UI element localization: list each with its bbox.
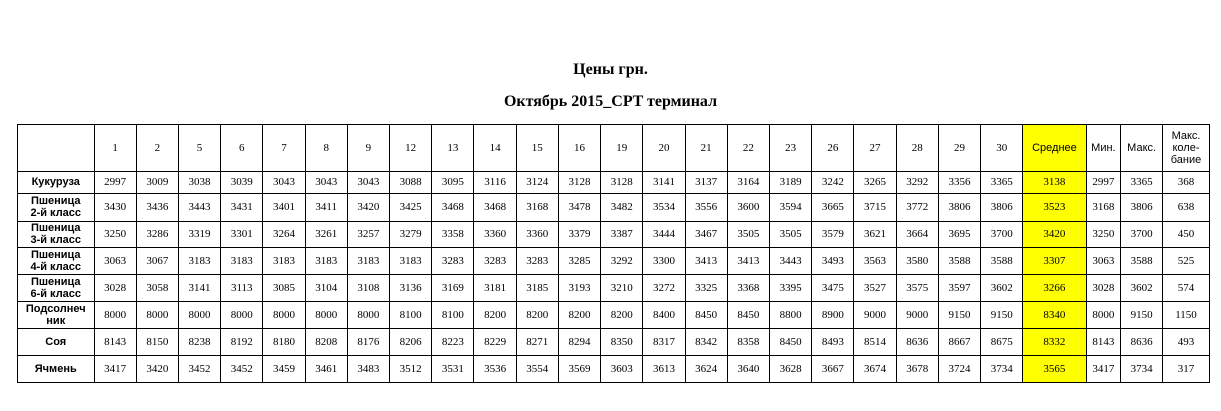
price-cell: 8514 [854,329,896,356]
price-cell: 3095 [432,172,474,194]
price-cell: 8192 [221,329,263,356]
price-cell: 3452 [178,356,220,383]
price-cell: 8317 [643,329,685,356]
price-cell: 3411 [305,193,347,221]
min-cell: 3168 [1086,193,1121,221]
price-cell: 8450 [770,329,812,356]
price-cell: 8143 [94,329,136,356]
price-cell: 3475 [812,275,854,302]
range-cell: 317 [1163,356,1210,383]
range-cell: 493 [1163,329,1210,356]
average-cell: 8340 [1023,302,1086,329]
price-cell: 3425 [390,193,432,221]
price-cell: 8000 [136,302,178,329]
price-cell: 3168 [516,193,558,221]
price-cell: 3189 [770,172,812,194]
corner-cell [18,125,95,172]
min-cell: 2997 [1086,172,1121,194]
price-cell: 3164 [727,172,769,194]
price-cell: 3058 [136,275,178,302]
price-cell: 8350 [601,329,643,356]
row-label [18,275,95,302]
price-cell: 8000 [263,302,305,329]
price-cell: 3183 [263,248,305,275]
min-cell: 3028 [1086,275,1121,302]
price-cell: 3724 [938,356,980,383]
price-cell: 3430 [94,193,136,221]
price-cell: 3063 [94,248,136,275]
price-cell: 3624 [685,356,727,383]
range-header-line: бание [1170,154,1202,166]
table-row [18,356,1210,383]
table-row [18,193,1210,221]
price-cell: 3169 [432,275,474,302]
price-cell: 3505 [727,221,769,248]
max-cell: 3602 [1121,275,1163,302]
price-cell: 3579 [812,221,854,248]
price-cell: 3461 [305,356,347,383]
day-header: 5 [178,125,220,172]
row-label-line: Ячмень [34,363,77,376]
price-cell: 3569 [558,356,600,383]
price-cell: 3772 [896,193,938,221]
day-header: 7 [263,125,305,172]
day-header: 6 [221,125,263,172]
price-cell: 8358 [727,329,769,356]
range-cell: 368 [1163,172,1210,194]
range-header-line: коле- [1172,142,1200,154]
price-cell: 8200 [516,302,558,329]
price-cell: 3181 [474,275,516,302]
price-cell: 3009 [136,172,178,194]
day-header: 19 [601,125,643,172]
price-cell: 3700 [981,221,1023,248]
price-cell: 3588 [938,248,980,275]
row-label [18,193,95,221]
table-row [18,329,1210,356]
price-cell: 8229 [474,329,516,356]
min-cell: 3417 [1086,356,1121,383]
price-cell: 3621 [854,221,896,248]
day-header: 9 [347,125,389,172]
price-cell: 3536 [474,356,516,383]
max-cell: 3734 [1121,356,1163,383]
price-cell: 3261 [305,221,347,248]
price-cell: 8176 [347,329,389,356]
price-cell: 3257 [347,221,389,248]
price-cell: 3452 [221,356,263,383]
price-cell: 3417 [94,356,136,383]
page-title: Цены грн. [573,61,648,78]
table-row [18,302,1210,329]
day-header: 13 [432,125,474,172]
day-header: 15 [516,125,558,172]
price-cell: 8223 [432,329,474,356]
price-cell: 3088 [390,172,432,194]
row-label-line: Пшеница [30,222,81,235]
max-cell: 9150 [1121,302,1163,329]
price-cell: 3300 [643,248,685,275]
average-header: Среднее [1023,125,1086,172]
price-cell: 3482 [601,193,643,221]
price-cell: 3183 [178,248,220,275]
min-cell: 8143 [1086,329,1121,356]
average-cell: 3138 [1023,172,1086,194]
price-cell: 8271 [516,329,558,356]
price-cell: 8200 [601,302,643,329]
price-cell: 3301 [221,221,263,248]
price-cell: 3128 [601,172,643,194]
price-cell: 3575 [896,275,938,302]
row-label [18,302,95,329]
price-cell: 3319 [178,221,220,248]
max-cell: 3700 [1121,221,1163,248]
row-label [18,248,95,275]
price-cell: 8294 [558,329,600,356]
price-cell: 3368 [727,275,769,302]
price-cell: 8450 [727,302,769,329]
price-cell: 8238 [178,329,220,356]
range-cell: 450 [1163,221,1210,248]
price-cell: 3478 [558,193,600,221]
price-cell: 8450 [685,302,727,329]
price-cell: 8900 [812,302,854,329]
range-cell: 574 [1163,275,1210,302]
max-cell: 3588 [1121,248,1163,275]
price-cell: 3695 [938,221,980,248]
price-cell: 3594 [770,193,812,221]
price-cell: 3043 [305,172,347,194]
price-cell: 9150 [938,302,980,329]
price-cell: 3483 [347,356,389,383]
price-cell: 3185 [516,275,558,302]
price-cell: 3124 [516,172,558,194]
price-cell: 8200 [474,302,516,329]
price-cell: 3286 [136,221,178,248]
row-label-line: Пшеница [30,249,81,262]
day-header: 26 [812,125,854,172]
price-cell: 8000 [305,302,347,329]
price-cell: 3183 [221,248,263,275]
table-row [18,221,1210,248]
average-cell: 3266 [1023,275,1086,302]
day-header: 20 [643,125,685,172]
price-cell: 3603 [601,356,643,383]
price-cell: 3264 [263,221,305,248]
price-cell: 3468 [474,193,516,221]
price-cell: 3628 [770,356,812,383]
price-cell: 3085 [263,275,305,302]
row-label [18,172,95,194]
price-cell: 8200 [558,302,600,329]
price-cell: 3806 [981,193,1023,221]
price-cell: 3413 [685,248,727,275]
price-cell: 3597 [938,275,980,302]
price-cell: 3043 [263,172,305,194]
price-cell: 3285 [558,248,600,275]
price-cell: 8000 [94,302,136,329]
price-table [17,124,1210,383]
row-label [18,329,95,356]
price-cell: 3279 [390,221,432,248]
price-cell: 3210 [601,275,643,302]
price-cell: 3028 [94,275,136,302]
price-cell: 2997 [94,172,136,194]
row-label-line: 6-й класс [30,288,82,301]
min-cell: 3063 [1086,248,1121,275]
price-cell: 8180 [263,329,305,356]
price-cell: 3108 [347,275,389,302]
price-cell: 3358 [432,221,474,248]
day-header: 28 [896,125,938,172]
price-cell: 3387 [601,221,643,248]
price-cell: 8208 [305,329,347,356]
price-cell: 3468 [432,193,474,221]
day-header: 1 [94,125,136,172]
price-cell: 3715 [854,193,896,221]
price-cell: 3360 [474,221,516,248]
price-cell: 3395 [770,275,812,302]
price-cell: 8636 [896,329,938,356]
price-cell: 3242 [812,172,854,194]
price-cell: 3431 [221,193,263,221]
price-cell: 8667 [938,329,980,356]
price-cell: 8400 [643,302,685,329]
price-cell: 3554 [516,356,558,383]
table-row [18,248,1210,275]
max-cell: 8636 [1121,329,1163,356]
day-header: 8 [305,125,347,172]
price-cell: 3667 [812,356,854,383]
row-label-line: Кукуруза [31,176,80,189]
price-cell: 3467 [685,221,727,248]
price-cell: 3420 [136,356,178,383]
day-header: 2 [136,125,178,172]
price-cell: 3806 [938,193,980,221]
row-label-line: ник [46,315,66,328]
price-cell: 3067 [136,248,178,275]
price-cell: 3512 [390,356,432,383]
price-cell: 3141 [178,275,220,302]
header-row [18,125,1210,172]
min-cell: 8000 [1086,302,1121,329]
price-cell: 3365 [981,172,1023,194]
price-cell: 3265 [854,172,896,194]
price-cell: 8675 [981,329,1023,356]
price-cell: 3664 [896,221,938,248]
table-row [18,275,1210,302]
min-cell: 3250 [1086,221,1121,248]
price-cell: 3136 [390,275,432,302]
day-header: 21 [685,125,727,172]
price-cell: 3379 [558,221,600,248]
price-cell: 3360 [516,221,558,248]
price-cell: 3137 [685,172,727,194]
price-cell: 3600 [727,193,769,221]
price-cell: 3602 [981,275,1023,302]
price-cell: 3116 [474,172,516,194]
row-label-line: 4-й класс [30,261,82,274]
price-cell: 3325 [685,275,727,302]
price-cell: 3193 [558,275,600,302]
price-cell: 3043 [347,172,389,194]
price-cell: 3459 [263,356,305,383]
day-header: 12 [390,125,432,172]
price-cell: 3580 [896,248,938,275]
row-label [18,356,95,383]
price-cell: 3443 [178,193,220,221]
average-cell: 3420 [1023,221,1086,248]
price-cell: 3039 [221,172,263,194]
day-header: 27 [854,125,896,172]
price-cell: 3678 [896,356,938,383]
price-cell: 3038 [178,172,220,194]
price-cell: 3493 [812,248,854,275]
row-label-line: Пшеница [30,276,81,289]
row-label-line: Пшеница [30,195,81,207]
average-cell: 3523 [1023,193,1086,221]
range-header-line: Макс. [1171,130,1201,142]
average-cell: 8332 [1023,329,1086,356]
price-cell: 3420 [347,193,389,221]
row-label-line: 2-й класс [30,207,82,219]
price-cell: 3283 [474,248,516,275]
price-cell: 3443 [770,248,812,275]
range-cell: 638 [1163,193,1210,221]
price-cell: 3141 [643,172,685,194]
price-cell: 3283 [432,248,474,275]
price-cell: 3250 [94,221,136,248]
price-cell: 3356 [938,172,980,194]
day-header: 29 [938,125,980,172]
average-cell: 3307 [1023,248,1086,275]
price-cell: 3128 [558,172,600,194]
price-cell: 9000 [854,302,896,329]
price-cell: 3556 [685,193,727,221]
price-cell: 8342 [685,329,727,356]
page-subtitle: Октябрь 2015_CPT терминал [503,93,718,110]
price-cell: 8000 [221,302,263,329]
average-cell: 3565 [1023,356,1086,383]
price-cell: 3183 [305,248,347,275]
price-cell: 3272 [643,275,685,302]
max-cell: 3806 [1121,193,1163,221]
price-cell: 3292 [896,172,938,194]
range-header [1163,125,1210,172]
row-label-line: Подсолнеч [25,303,86,316]
price-cell: 3527 [854,275,896,302]
max-cell: 3365 [1121,172,1163,194]
price-cell: 3531 [432,356,474,383]
price-cell: 3505 [770,221,812,248]
price-cell: 3534 [643,193,685,221]
price-cell: 3104 [305,275,347,302]
price-cell: 8206 [390,329,432,356]
price-cell: 3436 [136,193,178,221]
price-cell: 8100 [432,302,474,329]
price-cell: 3613 [643,356,685,383]
min-header: Мин. [1086,125,1121,172]
range-cell: 1150 [1163,302,1210,329]
price-cell: 3640 [727,356,769,383]
price-cell: 3283 [516,248,558,275]
range-cell: 525 [1163,248,1210,275]
day-header: 30 [981,125,1023,172]
price-cell: 3113 [221,275,263,302]
price-cell: 9000 [896,302,938,329]
day-header: 22 [727,125,769,172]
price-cell: 3674 [854,356,896,383]
price-cell: 3444 [643,221,685,248]
row-label-line: 3-й класс [30,234,82,247]
day-header: 23 [770,125,812,172]
price-cell: 3401 [263,193,305,221]
price-cell: 9150 [981,302,1023,329]
price-cell: 8000 [347,302,389,329]
price-cell: 3563 [854,248,896,275]
price-cell: 3413 [727,248,769,275]
table-row [18,172,1210,194]
price-cell: 8000 [178,302,220,329]
price-cell: 3183 [390,248,432,275]
price-cell: 8150 [136,329,178,356]
price-cell: 3588 [981,248,1023,275]
price-cell: 3183 [347,248,389,275]
day-header: 16 [558,125,600,172]
price-cell: 3734 [981,356,1023,383]
row-label-line: Соя [45,336,67,349]
max-header: Макс. [1121,125,1163,172]
price-cell: 8800 [770,302,812,329]
day-header: 14 [474,125,516,172]
row-label [18,221,95,248]
price-cell: 8493 [812,329,854,356]
price-cell: 3292 [601,248,643,275]
price-cell: 3665 [812,193,854,221]
price-cell: 8100 [390,302,432,329]
